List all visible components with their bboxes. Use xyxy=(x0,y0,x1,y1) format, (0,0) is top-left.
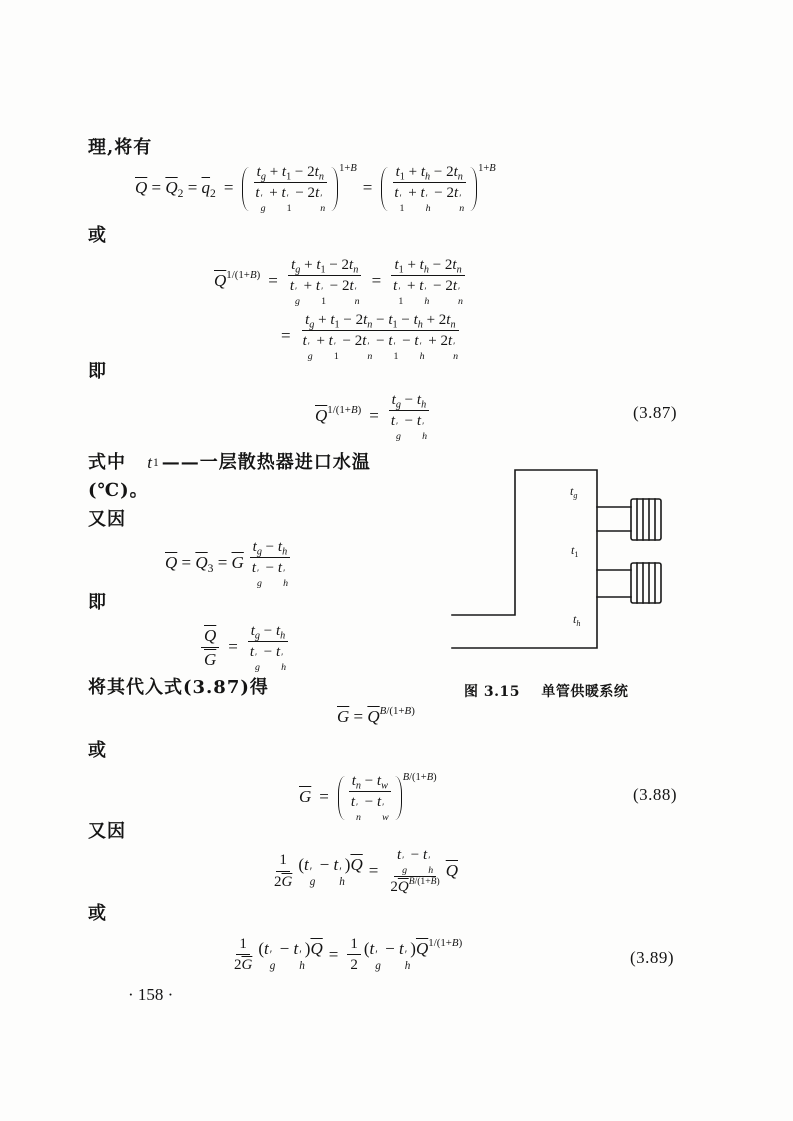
single-pipe-heating-diagram xyxy=(440,460,670,660)
numerator: 1 xyxy=(347,936,361,955)
eq8-fraction-1 xyxy=(271,852,295,891)
numerator: $t_n - t_w$ xyxy=(349,773,391,792)
right-paren xyxy=(470,167,477,211)
unit-note: (℃)。 xyxy=(88,480,149,501)
eq9-tail: (t ′ g − t ′ h )$\overline{Q}^{1/(1+B)}$ xyxy=(363,936,463,973)
equals-sign: = xyxy=(371,271,382,291)
numerator: $t_1 + t_h - 2t_n$ xyxy=(393,164,466,183)
label-first-floor-inlet-temp: $t_1$ xyxy=(571,543,579,559)
label-supply-temp: $t_g$ xyxy=(570,484,578,500)
eq2-lhs: $\overline{Q}^{1/(1+B)}$ xyxy=(214,269,261,291)
denominator: t ′ 1 + t ′ h − 2t ′ n xyxy=(394,185,465,214)
conjunction-also: 又因 xyxy=(88,821,126,842)
numerator: $t_g - t_h$ xyxy=(389,392,430,411)
substitution-text: 将其代入式(3.87)得 xyxy=(88,677,269,698)
eq5-fraction-1 xyxy=(201,626,219,669)
equals-sign: = xyxy=(368,861,379,881)
numerator: $t_g + t_1 - 2t_n - t_1 - t_h + 2t_n$ xyxy=(302,312,458,331)
eq1-lhs: $\overline{Q} = \overline{Q}_2 = \overline{q}_2$ xyxy=(135,178,216,201)
eq2-fraction-2 xyxy=(390,257,466,306)
page-number: · 158 · xyxy=(128,985,174,1004)
denominator: t ′ g + t ′ 1 − 2t ′ n − t ′ 1 − t ′ h + 2t ′ n xyxy=(302,333,459,362)
conjunction-also: 又因 xyxy=(88,509,126,530)
equals-sign: = xyxy=(362,178,373,198)
denominator: G xyxy=(204,649,217,669)
numerator: $t_g - t_h$ xyxy=(248,623,289,642)
equals-sign: = xyxy=(328,945,339,965)
conjunction-ie: 即 xyxy=(88,361,107,382)
numerator: $\overline{Q}$ xyxy=(201,626,219,648)
figure-number: 图 3.15 xyxy=(464,684,520,700)
figure-title: 单管供暖系统 xyxy=(541,684,629,700)
equals-sign: = xyxy=(281,326,291,346)
numerator: 1 xyxy=(276,852,290,871)
eq4-fraction xyxy=(249,539,291,588)
equation-2-continued xyxy=(281,312,464,361)
equation-number: (3.89) xyxy=(630,948,675,967)
eq2-fraction-1 xyxy=(287,257,363,306)
numerator: $t_g - t_h$ xyxy=(250,539,291,558)
numerator: $t_g + t_1 - 2t_n$ xyxy=(288,257,361,276)
equation-3-88 xyxy=(297,773,437,822)
left-paren xyxy=(242,167,249,211)
label-return-temp: $t_h$ xyxy=(573,612,581,628)
equation-number: (3.88) xyxy=(633,785,678,804)
denominator: t ′ g + t ′ 1 − 2t ′ n xyxy=(289,278,360,307)
left-paren xyxy=(381,167,388,211)
equation-4 xyxy=(163,539,294,588)
eq8-tail: $\overline{Q}$ xyxy=(445,861,458,881)
denominator: $2\overline{G}$ xyxy=(274,873,293,890)
symbol-definition xyxy=(88,452,371,474)
conjunction-ie: 即 xyxy=(88,592,107,613)
equation-6 xyxy=(337,707,415,727)
equals-sign: = xyxy=(228,637,238,657)
equals-sign: = xyxy=(268,271,278,291)
eq8-middle: (t ′ g − t ′ h )$\overline{Q}$ xyxy=(298,855,363,889)
eq1-fraction-2 xyxy=(391,164,467,213)
equation-3-89 xyxy=(228,936,462,975)
denominator: t ′ g + t ′ 1 − 2t ′ n xyxy=(255,185,326,214)
radiator-1 xyxy=(631,499,661,540)
equation-8 xyxy=(268,847,458,896)
eq5-fraction-2 xyxy=(247,623,289,672)
right-paren xyxy=(331,167,338,211)
eq7-fraction xyxy=(348,773,392,822)
equation-5 xyxy=(198,623,292,672)
equation-3-87 xyxy=(313,392,433,441)
denominator: 2 xyxy=(350,957,358,974)
exponent: B/(1+B) xyxy=(402,772,437,783)
right-paren xyxy=(395,776,402,820)
eq7-lhs: $\overline{G}$ xyxy=(299,787,312,807)
denominator: t ′ g − t ′ h xyxy=(249,644,287,673)
equals-sign: = xyxy=(319,787,329,807)
conjunction-or: 或 xyxy=(88,740,107,761)
eq9-middle: (t ′ g − t ′ h )$\overline{Q}$ xyxy=(258,938,323,973)
numerator: t ′ g − t ′ h xyxy=(394,847,436,877)
where-label: 式中 xyxy=(88,452,126,473)
numerator: 1 xyxy=(236,936,250,955)
eq3-fraction xyxy=(388,392,430,441)
intro-text: 理,将有 xyxy=(88,137,153,158)
eq8-fraction-2 xyxy=(387,847,442,896)
eq2b-fraction xyxy=(300,312,462,361)
exponent: 1+B xyxy=(339,163,357,174)
denominator: $2\overline{G}$ xyxy=(234,957,253,974)
figure-caption xyxy=(464,681,628,701)
exponent: 1+B xyxy=(478,163,496,174)
equation-1 xyxy=(133,164,496,213)
radiator-2 xyxy=(631,563,661,603)
eq9-fraction-2 xyxy=(347,936,361,975)
eq3-lhs: $\overline{Q}^{1/(1+B)}$ xyxy=(315,404,362,426)
numerator: $t_1 + t_h - 2t_n$ xyxy=(391,257,464,276)
left-paren xyxy=(338,776,345,820)
denominator: $2\overline{Q}^{B/(1+B)}$ xyxy=(390,876,440,895)
denominator: t ′ 1 + t ′ h − 2t ′ n xyxy=(393,278,463,307)
eq6-expression: $\overline{G} = \overline{Q}^{B/(1+B)}$ xyxy=(337,705,415,726)
equation-2 xyxy=(212,257,469,306)
eq1-fraction-1 xyxy=(252,164,328,213)
equals-sign: = xyxy=(369,406,379,426)
radiator-2-body xyxy=(631,563,661,603)
equals-sign: = xyxy=(223,178,234,198)
eq4-lhs: $\overline{Q} = \overline{Q}_3 = \overline{G}$ xyxy=(165,553,244,576)
denominator: t ′ n − t ′ w xyxy=(350,794,389,823)
where-description: ——一层散热器进口水温 xyxy=(161,452,371,473)
denominator: t ′ g − t ′ h xyxy=(251,560,288,589)
numerator: $t_g + t_1 - 2t_n$ xyxy=(254,164,327,183)
radiator-1-body xyxy=(631,499,661,540)
conjunction-or: 或 xyxy=(88,225,107,246)
where-symbol: t 1 xyxy=(147,453,160,472)
eq9-fraction-1 xyxy=(231,936,255,975)
equation-number: (3.87) xyxy=(633,403,678,422)
denominator: t ′ g − t ′ h xyxy=(390,413,427,442)
conjunction-or: 或 xyxy=(88,903,107,924)
